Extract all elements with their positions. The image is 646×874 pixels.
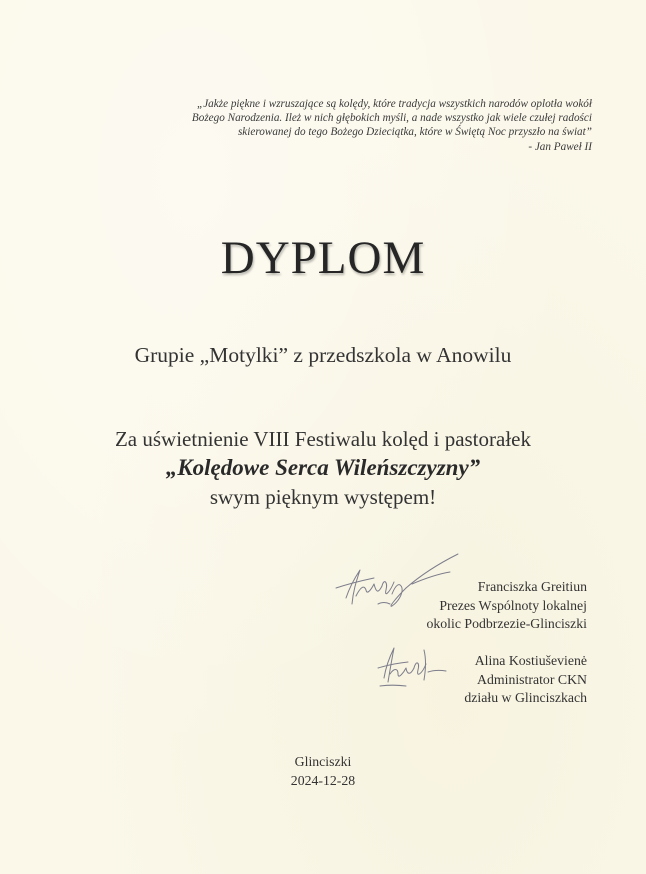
quote-line-1: „Jakże piękne i wzruszające są kolędy, które tradycja wszystkich narodów oplotła wokół xyxy=(196,98,592,110)
quote-line-3: skierowanej do tego Bożego Dzieciątka, które w Świętą Noc przyszło na świat” xyxy=(237,126,592,139)
signatory-1-name: Franciszka Greitiun xyxy=(477,579,587,594)
epigraph-quote xyxy=(60,97,592,154)
quote-author: - Jan Paweł II xyxy=(528,140,592,153)
place-label: Glinciszki xyxy=(294,754,352,769)
signatory-1-role: Prezes Wspólnoty lokalnej xyxy=(439,597,587,613)
signatory-2-name: Alina Kostiuševienė xyxy=(474,653,587,668)
festival-name: „Kolędowe Serca Wileńszczyzny” xyxy=(165,455,481,480)
signatory-2 xyxy=(464,652,587,708)
signatory-2-org: działu w Glinciszkach xyxy=(464,690,587,705)
quote-line-2: Bożego Narodzenia. Ileż w nich głębokich myśli, a nade wszystko jak wiele czułej radości xyxy=(191,112,592,125)
signatory-2-role: Administrator CKN xyxy=(477,671,587,687)
reason-line-3: swym pięknym występem! xyxy=(209,485,437,509)
diploma-title: DYPLOM xyxy=(220,232,426,284)
recipient-line: Grupie „Motylki” z przedszkola w Anowilu xyxy=(134,343,512,367)
reason-line-1: Za uświetnienie VIII Festiwalu kolęd i pastorałek xyxy=(114,427,531,451)
award-reason xyxy=(0,426,646,511)
signature-2-image xyxy=(370,638,450,694)
place-and-date xyxy=(0,752,646,790)
date-label: 2024-12-28 xyxy=(290,773,356,788)
signatory-1-org: okolic Podbrzezie-Glinciszki xyxy=(426,616,587,631)
signatory-1 xyxy=(426,578,587,634)
